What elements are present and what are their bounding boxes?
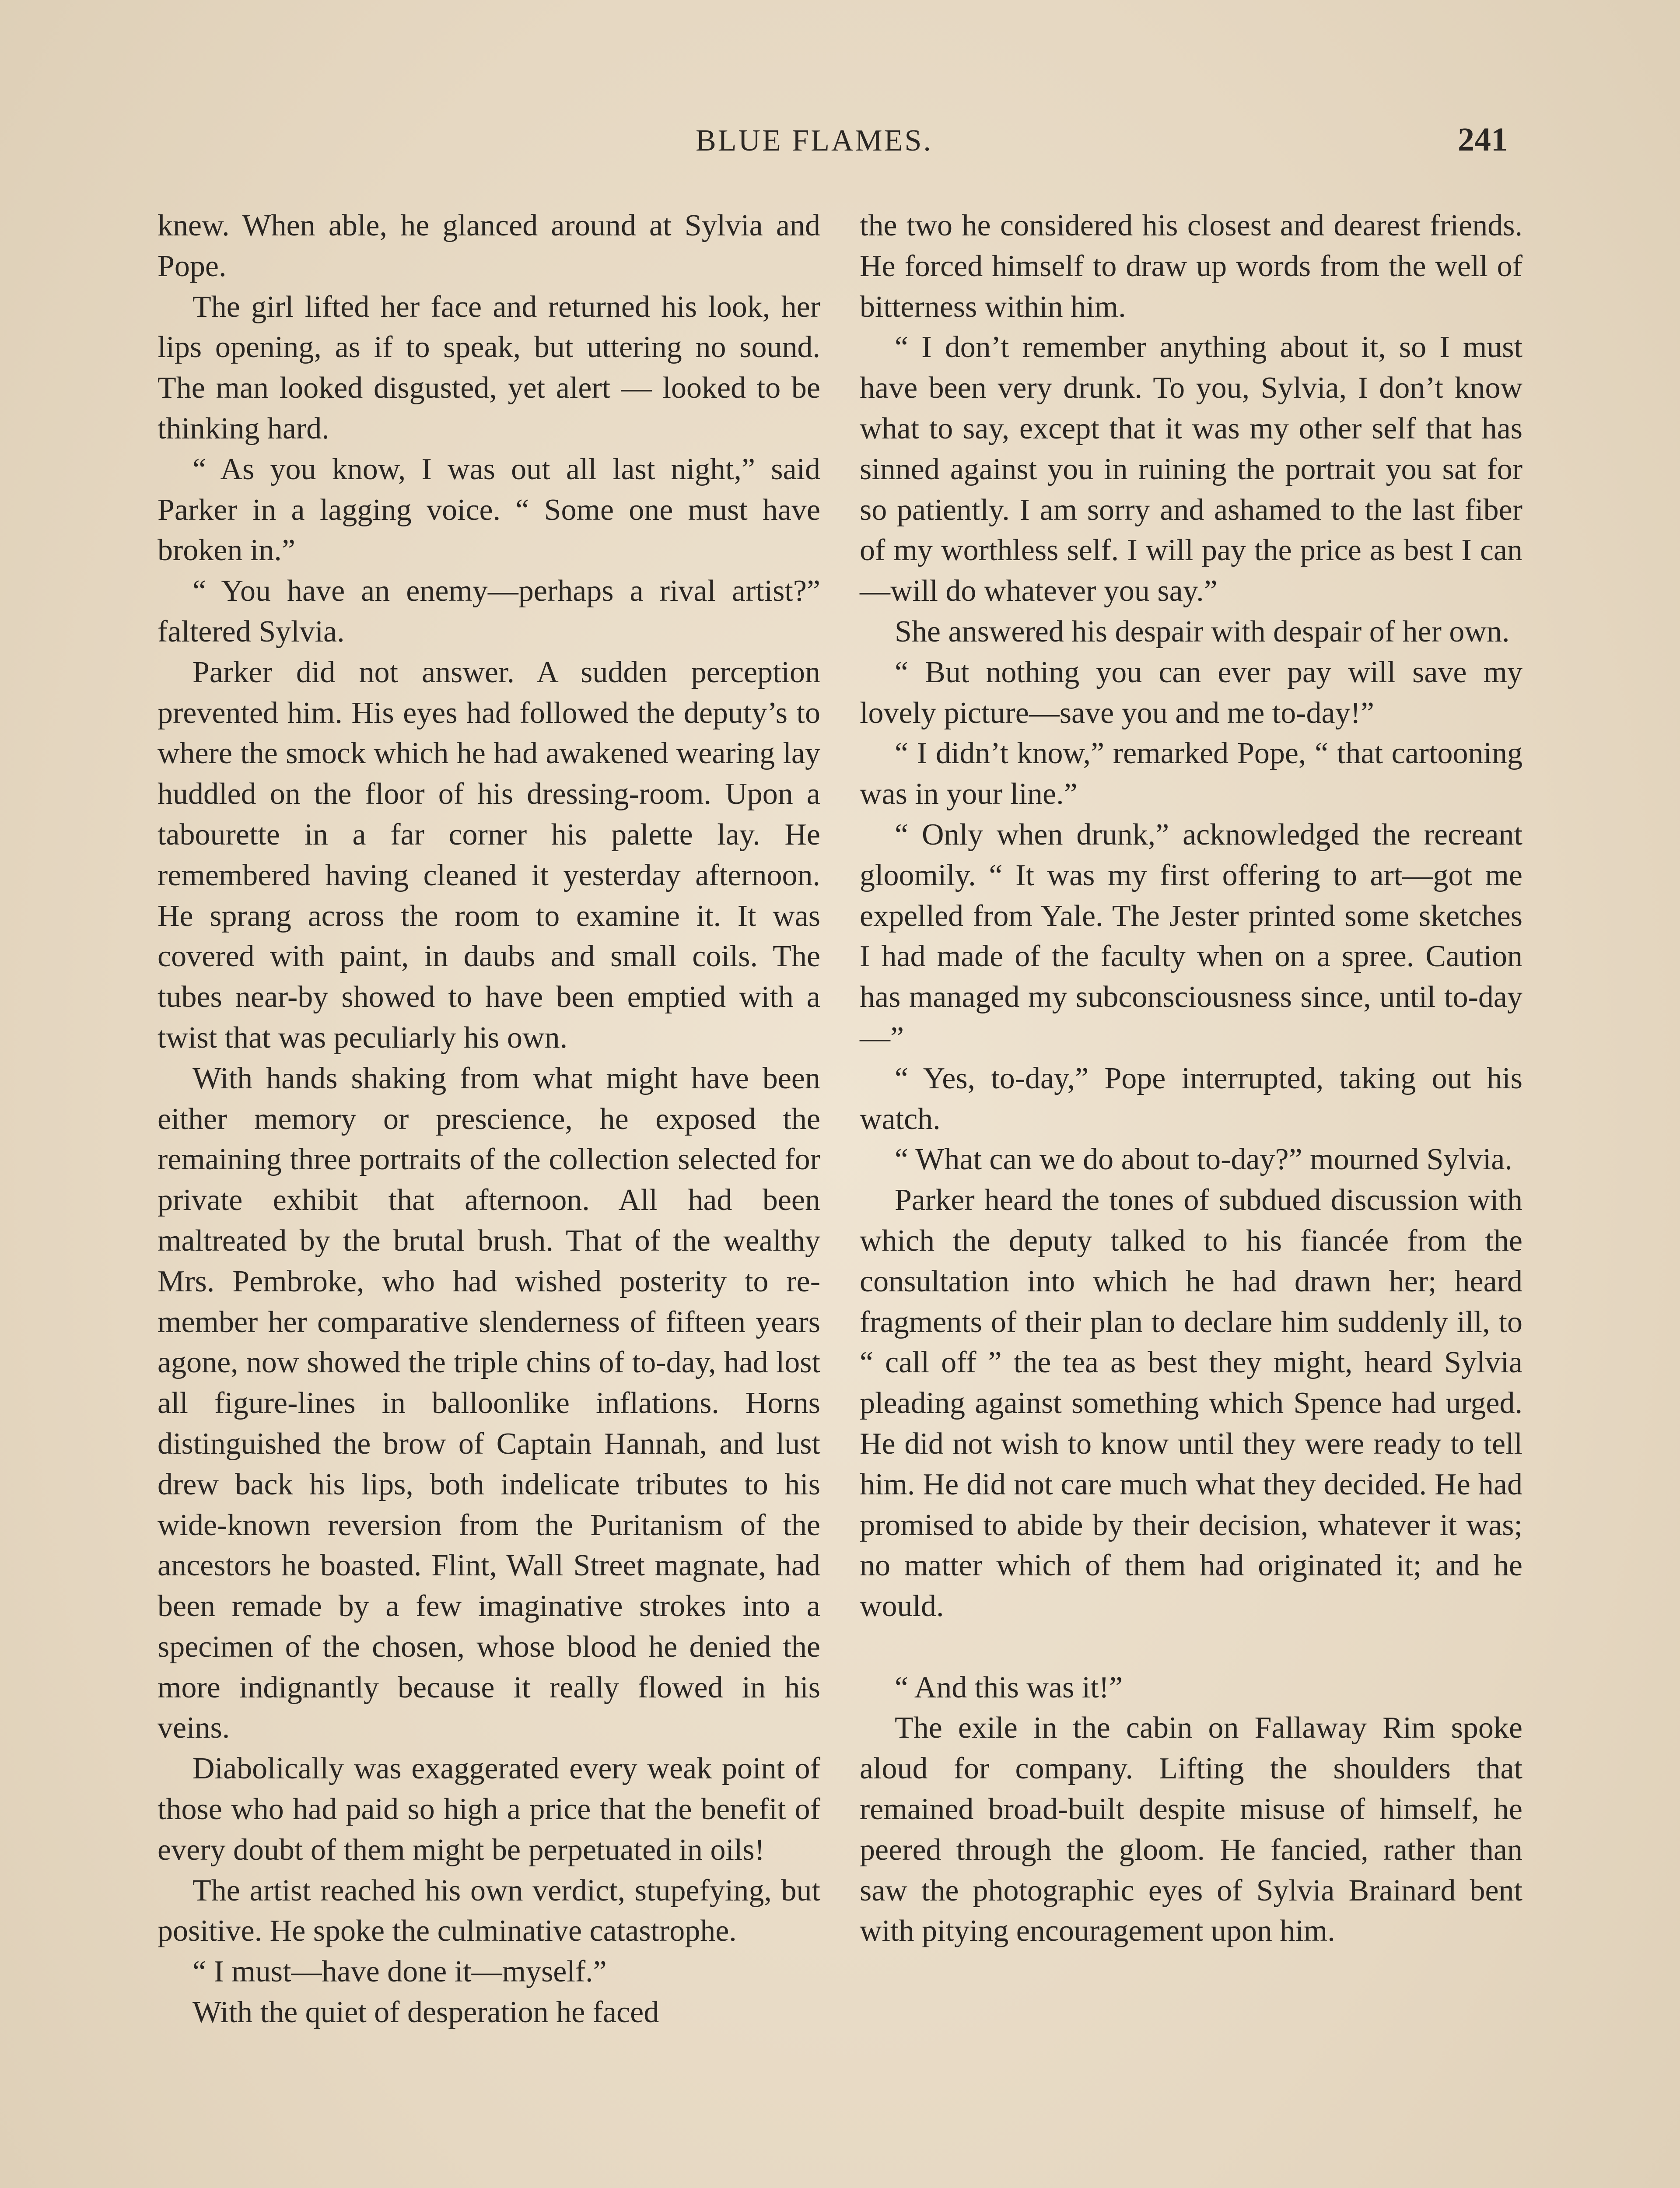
paragraph: She answered his despair with despair of her own. <box>895 614 1510 649</box>
paragraph: the two he considered his closest and dearest friends. He forced himself to draw up words from the well of bitterness within him. <box>860 209 1522 324</box>
paragraph: The artist reached his own verdict, stupefying, but positive. He spoke the culminative catastrophe. <box>158 1873 820 1948</box>
paragraph: “ I didn’t know,” remarked Pope, “ that cartooning was in your line.” <box>860 736 1522 811</box>
paragraph: The girl lifted her face and returned his look, her lips opening, as if to speak, but uttering no sound. The man looked disgusted, yet alert — looked to be thinking hard. <box>158 290 820 445</box>
paragraph: “ Only when drunk,” acknowledged the recreant gloomily. “ It was my first offering to art—got me expelled from Yale. The Jester printed some sketches I had made of the faculty when on a spree. Caution has managed my subconsciousness since, until to-day—” <box>860 817 1522 1055</box>
paragraph: “ As you know, I was out all last night,” said Parker in a lagging voice. “ Some one must have broken in.” <box>158 452 820 568</box>
paragraph: “ I must—have done it—myself.” <box>192 1955 607 1989</box>
paragraph: “ You have an enemy—perhaps a rival artist?” faltered Sylvia. <box>158 574 820 649</box>
running-head: BLUE FLAMES. <box>696 124 933 158</box>
left-column <box>158 206 820 2033</box>
paragraph: knew. When able, he glanced around at Sylvia and Pope. <box>158 209 820 283</box>
paragraph: The exile in the cabin on Fallaway Rim spoke aloud for company. Lifting the shoulders that remained broad-built despite misuse of himself, he peered through the gloom. He fancied, rather than saw the photographic eyes of Sylvia Brainard bent with pitying encouragement upon him. <box>860 1711 1522 1948</box>
paragraph: With hands shaking from what might have been either memory or prescience, he exposed the remaining three portraits of the collection selected for private exhibit that afternoon. All had been maltreated by the brutal brush. That of the wealthy Mrs. Pembroke, who had wished posterity to remember her comparative slenderness of fifteen years agone, now showed the triple chins of to-day, had lost all figure-lines in balloonlike inflations. Horns distinguished the brow of Captain Hannah, and lust drew back his lips, both indelicate tributes to his wide-known reversion from the Puritanism of the ancestors he boasted. Flint, Wall Street magnate, had been remade by a few imaginative strokes into a specimen of the chosen, whose blood he denied the more indignantly because it really flowed in his veins. <box>158 1061 820 1745</box>
paragraph: With the quiet of desperation he faced <box>192 1995 659 2030</box>
paragraph: “ What can we do about to-day?” mourned Sylvia. <box>895 1143 1512 1177</box>
paragraph: Parker did not answer. A sudden perception prevented him. His eyes had followed the deputy’s to where the smock which he had awakened wearing lay huddled on the floor of his dressing-room. Upon a tabourette in a far corner his palette lay. He remembered having cleaned it yesterday afternoon. He sprang across the room to examine it. It was covered with paint, in daubs and small coils. The tubes near-by showed to have been emptied with a twist that was peculiarly his own. <box>158 655 820 1055</box>
paragraph: “ But nothing you can ever pay will save my lovely picture—save you and me to-day!” <box>860 655 1522 730</box>
page-number: 241 <box>1458 121 1508 158</box>
paragraph: Diabolically was exaggerated every weak point of those who had paid so high a price that the benefit of every doubt of them might be perpetuated in oils! <box>158 1752 820 1867</box>
right-column <box>860 206 1522 1952</box>
paragraph: “ And this was it!” <box>895 1670 1123 1704</box>
paragraph: Parker heard the tones of subdued discussion with which the deputy talked to his fiancée from the consultation into which he had drawn her; heard fragments of their plan to declare him suddenly ill, to “ call off ” the tea as best they might, heard Sylvia pleading against something which Spence had urged. He did not wish to know until they were ready to tell him. He did not care much what they decided. He had promised to abide by their decision, whatever it was; no matter which of them had originated it; and he would. <box>860 1183 1522 1623</box>
paragraph: “ Yes, to-day,” Pope interrupted, taking out his watch. <box>860 1061 1522 1136</box>
paragraph: “ I don’t remember anything about it, so I must have been very drunk. To you, Sylvia, I don’t know what to say, except that it was my other self that has sinned against you in ruining the portrait you sat for so patiently. I am sorry and ashamed to the last fiber of my worthless self. I will pay the price as best I can—will do whatever you say.” <box>860 330 1522 608</box>
